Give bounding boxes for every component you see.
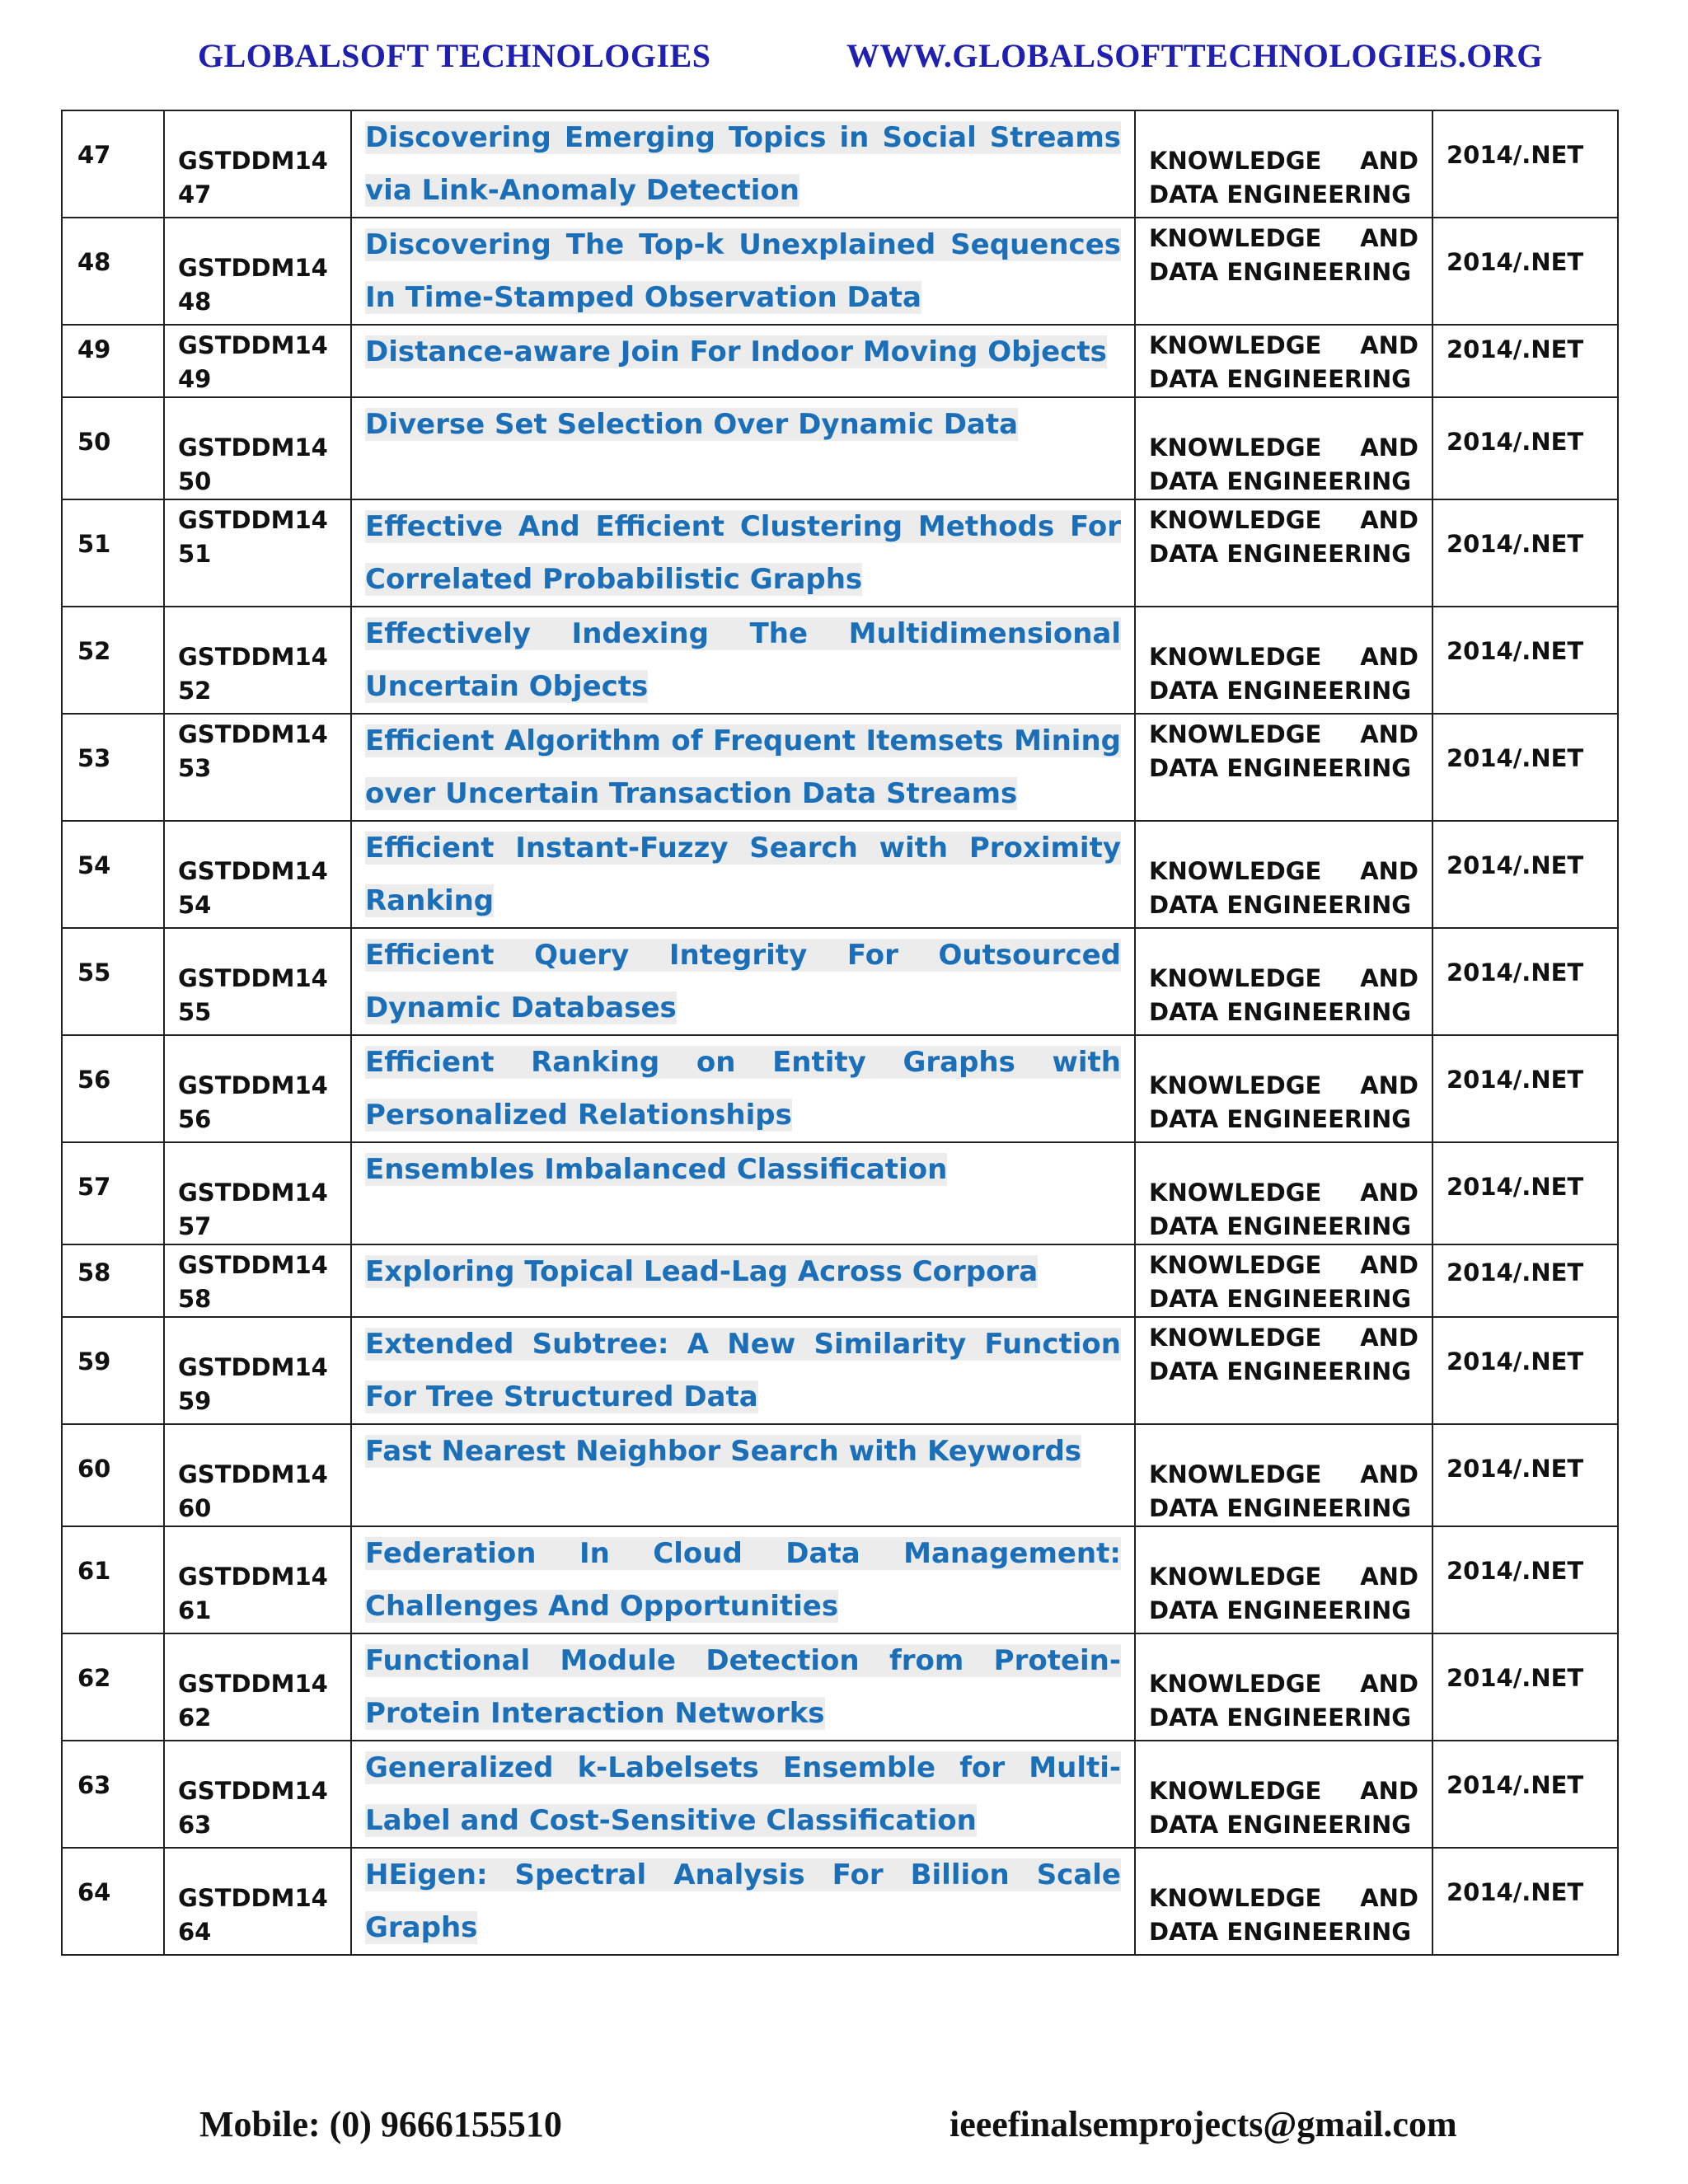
project-year-cell xyxy=(1432,1633,1618,1741)
row-number-cell xyxy=(62,1526,164,1633)
project-domain xyxy=(1136,1634,1432,1735)
project-domain xyxy=(1136,500,1432,571)
project-code-cell xyxy=(164,1142,351,1244)
domain-line-1 xyxy=(1149,855,1418,888)
project-code: GSTDDM1463 xyxy=(178,1777,328,1839)
row-number-cell xyxy=(62,1424,164,1526)
project-code: GSTDDM1449 xyxy=(178,331,328,393)
domain-word: KNOWLEDGE xyxy=(1149,1324,1322,1352)
project-code: GSTDDM1459 xyxy=(178,1353,328,1415)
table-row xyxy=(62,928,1618,1035)
project-title: Generalized k-Labelsets Ensemble for Multi-Label and Cost-Sensitive Classification xyxy=(365,1751,1121,1837)
project-year-cell xyxy=(1432,821,1618,928)
table-row xyxy=(62,1848,1618,1955)
project-domain xyxy=(1136,1245,1432,1316)
project-title: Extended Subtree: A New Similarity Function For Tree Structured Data xyxy=(365,1328,1121,1413)
row-number: 62 xyxy=(77,1664,111,1692)
project-year-cell xyxy=(1432,1317,1618,1424)
domain-word: AND xyxy=(1360,147,1418,175)
project-title: Effective And Efficient Clustering Methods For Correlated Probabilistic Graphs xyxy=(365,510,1121,596)
project-year: 2014/.NET xyxy=(1447,530,1584,558)
domain-line-1 xyxy=(1149,504,1418,537)
table-row xyxy=(62,110,1618,218)
row-number-cell xyxy=(62,218,164,325)
page-header xyxy=(0,36,1688,86)
project-code-cell xyxy=(164,1424,351,1526)
project-year-cell xyxy=(1432,325,1618,397)
project-year-cell xyxy=(1432,1526,1618,1633)
domain-word: KNOWLEDGE xyxy=(1149,643,1322,671)
project-code-cell xyxy=(164,928,351,1035)
domain-line-1 xyxy=(1149,144,1418,178)
row-number-cell xyxy=(62,821,164,928)
table-row xyxy=(62,1424,1618,1526)
domain-line-1 xyxy=(1149,431,1418,465)
project-title: Distance-aware Join For Indoor Moving Objects xyxy=(365,335,1107,368)
project-domain-cell xyxy=(1135,397,1432,499)
project-code: GSTDDM1447 xyxy=(178,147,328,209)
domain-line-1 xyxy=(1149,1560,1418,1594)
projects-table xyxy=(61,110,1619,1956)
contact-mobile: Mobile: (0) 9666155510 xyxy=(199,2104,562,2144)
domain-word: AND xyxy=(1360,224,1418,252)
domain-line-2: DATA ENGINEERING xyxy=(1149,1811,1412,1839)
project-year: 2014/.NET xyxy=(1447,141,1584,169)
project-year-cell xyxy=(1432,607,1618,714)
table-row xyxy=(62,1741,1618,1848)
project-year: 2014/.NET xyxy=(1447,637,1584,665)
project-code-cell xyxy=(164,714,351,821)
row-number-cell xyxy=(62,397,164,499)
table-row xyxy=(62,325,1618,397)
project-domain xyxy=(1136,111,1432,212)
project-title-cell xyxy=(351,499,1135,607)
project-domain-cell xyxy=(1135,1848,1432,1955)
row-number: 53 xyxy=(77,744,111,772)
project-year-cell xyxy=(1432,110,1618,218)
row-number-cell xyxy=(62,928,164,1035)
project-year-cell xyxy=(1432,714,1618,821)
project-code: GSTDDM1460 xyxy=(178,1460,328,1522)
row-number: 64 xyxy=(77,1878,111,1906)
project-code-cell xyxy=(164,1526,351,1633)
project-domain xyxy=(1136,1741,1432,1842)
domain-word: KNOWLEDGE xyxy=(1149,1670,1322,1698)
project-title-cell xyxy=(351,1244,1135,1317)
row-number-cell xyxy=(62,1244,164,1317)
project-domain-cell xyxy=(1135,607,1432,714)
project-title: Discovering Emerging Topics in Social Streams via Link-Anomaly Detection xyxy=(365,121,1121,207)
project-title-cell xyxy=(351,607,1135,714)
table-row xyxy=(62,499,1618,607)
domain-line-2: DATA ENGINEERING xyxy=(1149,258,1412,286)
domain-line-2: DATA ENGINEERING xyxy=(1149,891,1412,919)
project-title: Federation In Cloud Data Management: Challenges And Opportunities xyxy=(365,1537,1121,1623)
row-number: 50 xyxy=(77,428,111,456)
domain-word: KNOWLEDGE xyxy=(1149,1884,1322,1912)
project-domain-cell xyxy=(1135,1633,1432,1741)
project-domain xyxy=(1136,1527,1432,1628)
row-number: 57 xyxy=(77,1173,111,1201)
project-code: GSTDDM1458 xyxy=(178,1251,328,1313)
project-domain-cell xyxy=(1135,1142,1432,1244)
project-year-cell xyxy=(1432,1035,1618,1142)
domain-line-1 xyxy=(1149,1249,1418,1282)
contact-email: ieeefinalsemprojects@gmail.com xyxy=(950,2104,1457,2144)
projects-table-body xyxy=(62,110,1618,1955)
row-number: 56 xyxy=(77,1066,111,1094)
domain-word: KNOWLEDGE xyxy=(1149,1777,1322,1805)
project-domain-cell xyxy=(1135,218,1432,325)
row-number-cell xyxy=(62,1848,164,1955)
domain-word: KNOWLEDGE xyxy=(1149,1071,1322,1099)
project-domain-cell xyxy=(1135,1741,1432,1848)
project-title: Discovering The Top-k Unexplained Sequences In Time-Stamped Observation Data xyxy=(365,228,1121,314)
domain-word: AND xyxy=(1360,1670,1418,1698)
domain-line-2: DATA ENGINEERING xyxy=(1149,1105,1412,1133)
domain-word: KNOWLEDGE xyxy=(1149,1563,1322,1591)
project-domain-cell xyxy=(1135,821,1432,928)
project-title-cell xyxy=(351,218,1135,325)
project-year: 2014/.NET xyxy=(1447,1771,1584,1799)
project-title: Fast Nearest Neighbor Search with Keywords xyxy=(365,1435,1082,1468)
project-code-cell xyxy=(164,499,351,607)
domain-word: KNOWLEDGE xyxy=(1149,506,1322,534)
domain-line-2: DATA ENGINEERING xyxy=(1149,467,1412,495)
domain-word: KNOWLEDGE xyxy=(1149,1460,1322,1488)
table-row xyxy=(62,1317,1618,1424)
domain-word: KNOWLEDGE xyxy=(1149,331,1322,359)
project-year-cell xyxy=(1432,928,1618,1035)
project-title: Functional Module Detection from Protein-Protein Interaction Networks xyxy=(365,1644,1121,1730)
table-row xyxy=(62,1142,1618,1244)
domain-line-1 xyxy=(1149,640,1418,674)
domain-line-1 xyxy=(1149,1882,1418,1915)
domain-word: KNOWLEDGE xyxy=(1149,1179,1322,1207)
project-year: 2014/.NET xyxy=(1447,1664,1584,1692)
domain-line-1 xyxy=(1149,329,1418,363)
project-domain xyxy=(1136,607,1432,708)
project-code: GSTDDM1461 xyxy=(178,1563,328,1624)
domain-line-2: DATA ENGINEERING xyxy=(1149,1285,1412,1313)
project-year-cell xyxy=(1432,1142,1618,1244)
domain-word: AND xyxy=(1360,1563,1418,1591)
row-number: 52 xyxy=(77,637,111,665)
row-number: 55 xyxy=(77,958,111,987)
project-code-cell xyxy=(164,1848,351,1955)
row-number-cell xyxy=(62,714,164,821)
project-year-cell xyxy=(1432,218,1618,325)
project-title: Efficient Ranking on Entity Graphs with Personalized Relationships xyxy=(365,1046,1121,1132)
project-code-cell xyxy=(164,821,351,928)
project-domain xyxy=(1136,1425,1432,1526)
project-domain-cell xyxy=(1135,325,1432,397)
project-title: Diverse Set Selection Over Dynamic Data xyxy=(365,408,1019,441)
company-website: WWW.GLOBALSOFTTECHNOLOGIES.ORG xyxy=(846,37,1543,74)
domain-line-1 xyxy=(1149,1458,1418,1492)
project-code-cell xyxy=(164,1317,351,1424)
project-year: 2014/.NET xyxy=(1447,958,1584,987)
project-title-cell xyxy=(351,325,1135,397)
project-year-cell xyxy=(1432,499,1618,607)
project-title: Effectively Indexing The Multidimensional Uncertain Objects xyxy=(365,617,1121,703)
project-code: GSTDDM1448 xyxy=(178,254,328,316)
row-number: 59 xyxy=(77,1347,111,1376)
project-code: GSTDDM1457 xyxy=(178,1179,328,1240)
domain-word: AND xyxy=(1360,1324,1418,1352)
domain-line-2: DATA ENGINEERING xyxy=(1149,1596,1412,1624)
row-number: 61 xyxy=(77,1557,111,1585)
project-year: 2014/.NET xyxy=(1447,1557,1584,1585)
domain-line-1 xyxy=(1149,962,1418,996)
project-title: Efficient Instant-Fuzzy Search with Proximity Ranking xyxy=(365,832,1121,917)
project-code-cell xyxy=(164,1244,351,1317)
project-domain xyxy=(1136,822,1432,922)
project-domain-cell xyxy=(1135,1526,1432,1633)
project-domain xyxy=(1136,1849,1432,1949)
project-year-cell xyxy=(1432,1424,1618,1526)
domain-word: KNOWLEDGE xyxy=(1149,964,1322,992)
domain-line-1 xyxy=(1149,1176,1418,1210)
domain-line-1 xyxy=(1149,1321,1418,1355)
page-footer xyxy=(0,2103,1688,2153)
project-year: 2014/.NET xyxy=(1447,1066,1584,1094)
domain-word: KNOWLEDGE xyxy=(1149,434,1322,462)
table-row xyxy=(62,1526,1618,1633)
project-title: HEigen: Spectral Analysis For Billion Scale Graphs xyxy=(365,1858,1121,1944)
project-code-cell xyxy=(164,325,351,397)
domain-word: AND xyxy=(1360,331,1418,359)
project-domain xyxy=(1136,1036,1432,1137)
project-title: Efficient Query Integrity For Outsourced Dynamic Databases xyxy=(365,939,1121,1024)
project-code-cell xyxy=(164,110,351,218)
row-number: 49 xyxy=(77,335,111,363)
project-title-cell xyxy=(351,397,1135,499)
project-title-cell xyxy=(351,1526,1135,1633)
domain-line-2: DATA ENGINEERING xyxy=(1149,1704,1412,1732)
project-title-cell xyxy=(351,821,1135,928)
row-number-cell xyxy=(62,1317,164,1424)
project-domain-cell xyxy=(1135,1244,1432,1317)
project-title-cell xyxy=(351,1633,1135,1741)
project-domain-cell xyxy=(1135,714,1432,821)
project-domain xyxy=(1136,326,1432,396)
domain-word: AND xyxy=(1360,1884,1418,1912)
project-code: GSTDDM1456 xyxy=(178,1071,328,1133)
table-row xyxy=(62,397,1618,499)
table-row xyxy=(62,1035,1618,1142)
project-code-cell xyxy=(164,607,351,714)
project-code-cell xyxy=(164,1633,351,1741)
domain-word: AND xyxy=(1360,857,1418,885)
row-number: 58 xyxy=(77,1258,111,1286)
row-number-cell xyxy=(62,1142,164,1244)
project-code: GSTDDM1451 xyxy=(178,506,328,568)
project-code: GSTDDM1453 xyxy=(178,720,328,782)
project-code: GSTDDM1454 xyxy=(178,857,328,919)
domain-line-2: DATA ENGINEERING xyxy=(1149,180,1412,209)
domain-line-2: DATA ENGINEERING xyxy=(1149,754,1412,782)
project-title-cell xyxy=(351,1424,1135,1526)
row-number-cell xyxy=(62,325,164,397)
project-code-cell xyxy=(164,397,351,499)
project-title: Exploring Topical Lead-Lag Across Corpora xyxy=(365,1255,1039,1288)
domain-word: AND xyxy=(1360,643,1418,671)
project-title-cell xyxy=(351,1142,1135,1244)
row-number: 63 xyxy=(77,1771,111,1799)
domain-line-2: DATA ENGINEERING xyxy=(1149,998,1412,1026)
project-title-cell xyxy=(351,1848,1135,1955)
company-name: GLOBALSOFT TECHNOLOGIES xyxy=(198,37,711,74)
project-year: 2014/.NET xyxy=(1447,1258,1584,1286)
table-row xyxy=(62,607,1618,714)
domain-word: AND xyxy=(1360,434,1418,462)
project-domain xyxy=(1136,715,1432,785)
project-domain-cell xyxy=(1135,1035,1432,1142)
domain-line-1 xyxy=(1149,222,1418,255)
project-year: 2014/.NET xyxy=(1447,1455,1584,1483)
project-domain-cell xyxy=(1135,928,1432,1035)
project-code-cell xyxy=(164,1035,351,1142)
domain-line-2: DATA ENGINEERING xyxy=(1149,1918,1412,1946)
row-number-cell xyxy=(62,607,164,714)
domain-word: AND xyxy=(1360,720,1418,748)
table-row xyxy=(62,218,1618,325)
table-row xyxy=(62,714,1618,821)
row-number: 51 xyxy=(77,530,111,558)
project-domain-cell xyxy=(1135,1424,1432,1526)
domain-line-1 xyxy=(1149,1774,1418,1808)
project-code: GSTDDM1455 xyxy=(178,964,328,1026)
project-title: Ensembles Imbalanced Classification xyxy=(365,1153,948,1186)
domain-line-1 xyxy=(1149,1069,1418,1103)
row-number-cell xyxy=(62,1741,164,1848)
project-year-cell xyxy=(1432,397,1618,499)
project-domain xyxy=(1136,1143,1432,1244)
project-code: GSTDDM1452 xyxy=(178,643,328,705)
domain-word: AND xyxy=(1360,1071,1418,1099)
domain-word: KNOWLEDGE xyxy=(1149,1251,1322,1279)
row-number: 48 xyxy=(77,248,111,276)
domain-line-2: DATA ENGINEERING xyxy=(1149,540,1412,568)
project-domain xyxy=(1136,1318,1432,1389)
domain-word: AND xyxy=(1360,1179,1418,1207)
project-domain-cell xyxy=(1135,110,1432,218)
project-title-cell xyxy=(351,1317,1135,1424)
domain-word: KNOWLEDGE xyxy=(1149,857,1322,885)
row-number-cell xyxy=(62,1633,164,1741)
project-title-cell xyxy=(351,928,1135,1035)
domain-word: AND xyxy=(1360,1460,1418,1488)
domain-word: AND xyxy=(1360,1251,1418,1279)
project-year-cell xyxy=(1432,1741,1618,1848)
row-number: 60 xyxy=(77,1455,111,1483)
row-number: 54 xyxy=(77,851,111,879)
domain-line-1 xyxy=(1149,1667,1418,1701)
project-year: 2014/.NET xyxy=(1447,1878,1584,1906)
domain-word: KNOWLEDGE xyxy=(1149,147,1322,175)
project-domain xyxy=(1136,398,1432,499)
row-number-cell xyxy=(62,1035,164,1142)
project-year: 2014/.NET xyxy=(1447,851,1584,879)
domain-word: AND xyxy=(1360,506,1418,534)
project-domain xyxy=(1136,929,1432,1029)
project-year: 2014/.NET xyxy=(1447,744,1584,772)
project-year: 2014/.NET xyxy=(1447,428,1584,456)
domain-line-2: DATA ENGINEERING xyxy=(1149,1212,1412,1240)
domain-word: AND xyxy=(1360,1777,1418,1805)
domain-word: KNOWLEDGE xyxy=(1149,224,1322,252)
project-year: 2014/.NET xyxy=(1447,335,1584,363)
project-title: Efficient Algorithm of Frequent Itemsets Mining over Uncertain Transaction Data Streams xyxy=(365,724,1121,810)
project-title-cell xyxy=(351,1035,1135,1142)
table-row xyxy=(62,1244,1618,1317)
project-year: 2014/.NET xyxy=(1447,248,1584,276)
project-code: GSTDDM1450 xyxy=(178,434,328,495)
project-year: 2014/.NET xyxy=(1447,1173,1584,1201)
project-code-cell xyxy=(164,1741,351,1848)
domain-line-2: DATA ENGINEERING xyxy=(1149,365,1412,393)
project-title-cell xyxy=(351,110,1135,218)
domain-line-2: DATA ENGINEERING xyxy=(1149,1357,1412,1385)
row-number: 47 xyxy=(77,141,111,169)
project-year-cell xyxy=(1432,1244,1618,1317)
project-code: GSTDDM1464 xyxy=(178,1884,328,1946)
row-number-cell xyxy=(62,110,164,218)
project-code: GSTDDM1462 xyxy=(178,1670,328,1732)
domain-word: KNOWLEDGE xyxy=(1149,720,1322,748)
project-title-cell xyxy=(351,1741,1135,1848)
domain-line-2: DATA ENGINEERING xyxy=(1149,677,1412,705)
project-domain-cell xyxy=(1135,1317,1432,1424)
project-title-cell xyxy=(351,714,1135,821)
project-domain-cell xyxy=(1135,499,1432,607)
table-row xyxy=(62,821,1618,928)
domain-word: AND xyxy=(1360,964,1418,992)
table-row xyxy=(62,1633,1618,1741)
row-number-cell xyxy=(62,499,164,607)
project-year-cell xyxy=(1432,1848,1618,1955)
project-code-cell xyxy=(164,218,351,325)
domain-line-1 xyxy=(1149,718,1418,752)
domain-line-2: DATA ENGINEERING xyxy=(1149,1494,1412,1522)
project-domain xyxy=(1136,218,1432,289)
project-year: 2014/.NET xyxy=(1447,1347,1584,1376)
